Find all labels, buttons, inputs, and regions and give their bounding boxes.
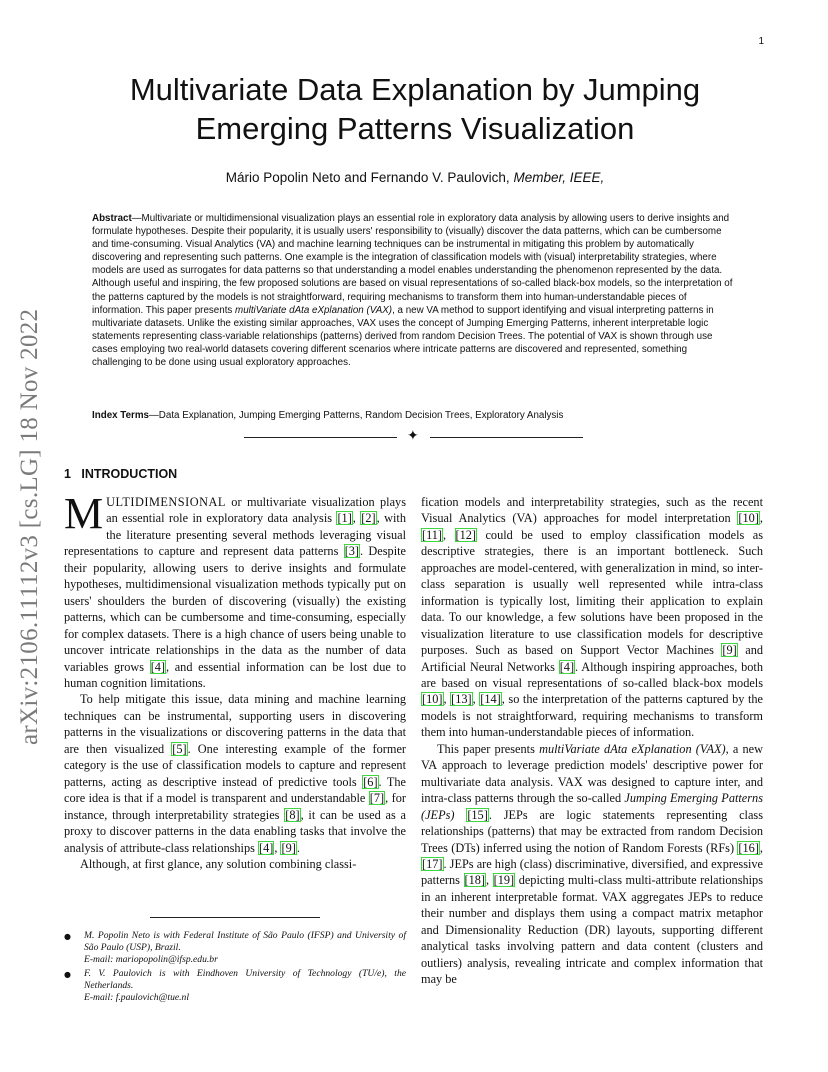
citation-link[interactable]: [11] (422, 527, 443, 542)
citation-link[interactable]: [17] (422, 856, 443, 871)
paragraph (421, 741, 763, 988)
citation-link[interactable]: [9] (281, 840, 296, 855)
citation-link[interactable]: [14] (480, 692, 501, 707)
text (454, 808, 466, 822)
text: fication models and interpretability strategies, such as the recent Visual Analytics (VA) approaches for model interpretation (421, 495, 763, 526)
footnotes (64, 930, 406, 1005)
footnote-text: F. V. Paulovich is with Eindhoven University of Technology (TU/e), the Netherlands. E-mail: f.paulovich@tue.nl (84, 967, 406, 1004)
arxiv-identifier: arXiv:2106.11112v3 [cs.LG] 18 Nov 2022 (16, 308, 43, 745)
citation-link[interactable]: [4] (258, 840, 274, 855)
section-title-initial: I (81, 467, 85, 481)
drop-cap: M (64, 489, 104, 538)
text: , (443, 692, 451, 707)
text: or multivariate visualization plays an essential role in exploratory data analysis (106, 495, 406, 526)
index-terms (92, 410, 738, 421)
citation-link[interactable]: [6] (363, 774, 378, 789)
text: , a new VA approach to leverage prediction models' descriptive power for multivariate data analysis. VAX was designed to capture inter, and intra-class patterns through the so-called (421, 741, 764, 806)
citation-link[interactable]: [16] (738, 840, 759, 855)
paragraph (64, 856, 406, 872)
index-terms-text: —Data Explanation, Jumping Emerging Patterns, Random Decision Trees, Exploratory Analysis (149, 410, 564, 421)
citation-link[interactable]: [12] (455, 527, 477, 542)
abstract-method-name: multiVariate dAta eXplanation (VAX) (235, 304, 393, 316)
text: , (486, 873, 493, 888)
text: , so the interpretation of the patterns captured by the models is not straightforward, requiring mechanisms to transform them into human-understandable pieces of information. (421, 692, 763, 740)
text: . (296, 840, 300, 855)
text: , (274, 840, 281, 855)
footnote-rule (150, 917, 320, 918)
text: , it can be used as a proxy to discover patterns in the data enabling tasks that involve the analysis of attribute-class relationships (64, 807, 406, 855)
text: depicting multi-class multi-attribute relationships in an inherent interpretable format. VAX aggregates JEPs to reduce their number and displays them using a compact matrix metaphor and Dimensionality Reduction (DR) layouts, supporting different analytical tasks involving pattern and data content (clusters and outliers) analysis, revealing intricate and complex information that may be (421, 873, 763, 987)
paragraph (64, 489, 406, 691)
divider-diamond-icon: ✦ (407, 428, 419, 444)
text: , (472, 692, 480, 707)
citation-link[interactable]: [15] (467, 807, 488, 822)
section-number: 1 (64, 467, 71, 481)
author-names: Mário Popolin Neto and Fernando V. Paulovich, (225, 170, 510, 185)
text: This paper presents (437, 741, 540, 756)
citation-link[interactable]: [3] (344, 544, 360, 559)
footnote (64, 930, 406, 967)
text: . The core idea is that if a model is transparent and understandable (64, 774, 406, 806)
citation-link[interactable]: [10] (422, 692, 443, 707)
text: , (443, 527, 455, 542)
citation-link[interactable]: [13] (451, 692, 472, 707)
text: , with the literature presenting several methods leveraging visual representations to capture and represent data patterns (64, 511, 406, 559)
section-title-rest: NTRODUCTION (84, 467, 178, 481)
citation-link[interactable]: [10] (738, 511, 759, 526)
divider-left (244, 437, 397, 438)
text: , (759, 840, 763, 855)
column-left (64, 489, 406, 872)
text: Although, at first glance, any solution combining classi- (80, 856, 357, 871)
citation-link[interactable]: [8] (285, 807, 300, 822)
text: , for instance, through interpretability strategies (64, 791, 406, 822)
abstract-text-1: —Multivariate or multidimensional visualization plays an essential role in exploratory data analysis by allowing users to derive insights and formulate hypotheses. Despite their popularity, it is usually users' responsibility to (visually) discover the data patterns, which can be cumbersome and time-consuming. Visual Analytics (VA) and machine learning techniques can be instrumental in mitigating this problem by automatically discovering and representing such patterns. One example is the integration of classification models with (visual) interpretability strategies, where models are used as surrogates for data patterns so that understanding a model enables understanding the phenomenon represented by the data. Although useful and inspiring, the few proposed solutions are based on visual representations of so-called black-box models, so the interpretation of the patterns captured by the models is not straightforward, requiring mechanisms to transform them into human-understandable pieces of information. This paper presents (92, 213, 733, 316)
citation-link[interactable]: [9] (722, 643, 737, 658)
text: , (352, 511, 361, 526)
abstract (92, 212, 738, 369)
abstract-label: Abstract (92, 213, 132, 224)
citation-link[interactable]: [4] (559, 659, 575, 674)
index-terms-label: Index Terms (92, 410, 149, 421)
citation-link[interactable]: [19] (493, 873, 515, 888)
bullet-icon: ● (64, 969, 71, 979)
divider-right (430, 437, 583, 438)
text: . JEPs are high (class) discriminative, diversified, and expressive patterns (421, 856, 763, 888)
citation-link[interactable]: [5] (172, 741, 187, 756)
text: and Artificial Neural Networks (421, 643, 763, 674)
paper-title: Multivariate Data Explanation by Jumping Emerging Patterns Visualization (129, 72, 701, 146)
column-right (421, 494, 763, 988)
footnote (64, 968, 406, 1005)
author-line (70, 170, 760, 185)
citation-link[interactable]: [7] (369, 791, 385, 806)
text: . Despite their popularity, allowing users to derive insights and formulate hypotheses, multidimensional visualization methods typically put on users' shoulders the burden of discovering (visually) the existing patterns, which can be cumbersome and time-consuming, especially for complex datasets. There is a high chance of users being unable to uncover intricate relationships in the data as the number of data variables grows (64, 544, 406, 674)
citation-link[interactable]: [4] (150, 659, 166, 674)
citation-link[interactable]: [18] (464, 873, 485, 888)
citation-link[interactable]: [1] (337, 511, 352, 526)
text: . JEPs are logic statements representing class relationships (patterns) that may be extracted from random Decision Trees (DTs) inferred using the notion of Random Forests (RFs) (421, 807, 763, 855)
abstract-text-2: , a new VA method to support identifying and visual interpreting patterns in multivariate datasets. Unlike the existing similar approaches, VAX uses the concept of Jumping Emerging Patterns, inherent interpretable logic statements representing class-variable relationships (patterns) derived from random Decision Trees. The potential of VAX is shown through use cases employing two real-world datasets covering different scenarios where intricate patterns are discovered and represented, something challenging to be done using usual exploratory approaches. (92, 304, 714, 369)
text: , and essential information can be lost due to human cognition limitations. (64, 659, 406, 690)
concept-name: Jumping Emerging Patterns (JEPs) (421, 791, 763, 822)
text: To help mitigate this issue, data mining and machine learning techniques can be instrumental, supporting users in discovering patterns in the visualizations or discovering patterns in the data that are then visualized (64, 692, 406, 756)
bullet-icon: ● (64, 932, 71, 941)
citation-link[interactable]: [2] (361, 511, 376, 526)
text: . Although inspiring approaches, both are based on visual representations of so-called black-box models (421, 659, 763, 690)
paragraph (64, 691, 406, 856)
text: . One interesting example of the former category is the use of classification models to capture and represent patterns, acting as descriptive instead of predictive tools (64, 741, 406, 789)
paragraph (421, 494, 763, 741)
footnote-text: M. Popolin Neto is with Federal Institute of São Paulo (IFSP) and University of São Paulo (USP), Brazil. E-mail: mariopopolin@ifsp.edu.br (84, 930, 406, 966)
text: , (759, 511, 763, 526)
page-number: 1 (758, 36, 764, 47)
method-name: multiVariate dAta eXplanation (VAX) (539, 741, 726, 756)
text: could be used to employ classification models as descriptive strategies, there is an important bottleneck. Such approaches are model-centered, with generalization in mind, so inter-class separation is usually well represented while intra-class information is typically lost, limiting their application to explain data. To our knowledge, a few solutions have been proposed in the visualization literature to use classification models for descriptive purposes. Such as based on Support Vector Machines (421, 527, 763, 658)
smallcaps-lead: ULTIDIMENSIONAL (106, 495, 226, 509)
author-membership: Member, IEEE, (513, 170, 605, 185)
section-heading (64, 467, 177, 481)
